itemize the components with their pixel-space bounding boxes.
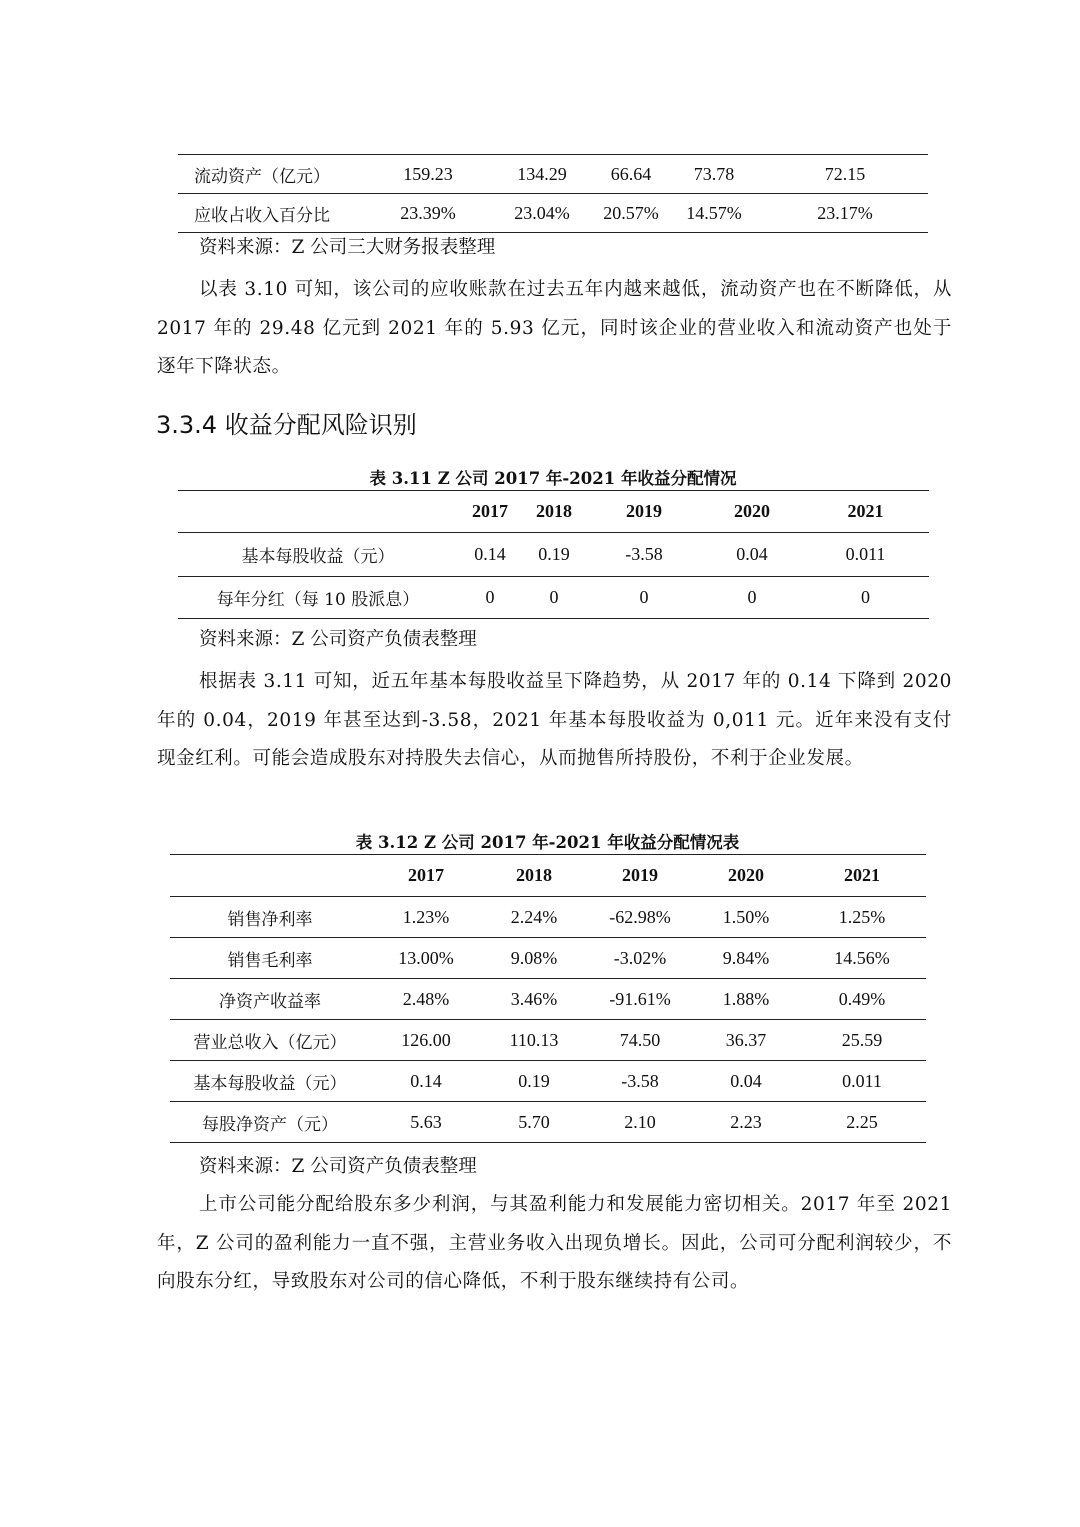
body-paragraph: 上市公司能分配给股东多少利润，与其盈利能力和发展能力密切相关。2017 年至 2021 年，Z 公司的盈利能力一直不强，主营业务收入出现负增长。因此，公司可分配利润较少，不向股东分红，导致股东对公司的信心降低，不利于股东继续持有公司。 — [157, 1194, 952, 1292]
table-header-row: 2017 2018 2019 2020 2021 — [170, 855, 926, 897]
table-source-note: 资料来源：Z 公司资产负债表整理 — [199, 1156, 477, 1177]
table-row: 净资产收益率 2.48% 3.46% -91.61% 1.88% 0.49% — [170, 979, 926, 1020]
table-top — [178, 154, 928, 233]
table-row: 每股净资产（元） 5.63 5.70 2.10 2.23 2.25 — [170, 1102, 926, 1143]
table-3-11 — [178, 490, 929, 619]
table-row: 应收占收入百分比 23.39% 23.04% 20.57% 14.57% 23.17% — [178, 194, 928, 233]
table-caption: 表 3.11 Z 公司 2017 年-2021 年收益分配情况 — [369, 469, 737, 488]
body-paragraph: 以表 3.10 可知，该公司的应收账款在过去五年内越来越低，流动资产也在不断降低，从 2017 年的 29.48 亿元到 2021 年的 5.93 亿元，同时该企业的营业收入和流动资产也处于逐年下降状态。 — [157, 279, 952, 377]
table-caption: 表 3.12 Z 公司 2017 年-2021 年收益分配情况表 — [355, 833, 740, 852]
section-heading: 3.3.4 收益分配风险识别 — [156, 411, 417, 439]
table-row: 销售毛利率 13.00% 9.08% -3.02% 9.84% 14.56% — [170, 938, 926, 979]
table-row: 营业总收入（亿元） 126.00 110.13 74.50 36.37 25.59 — [170, 1020, 926, 1061]
table-row: 销售净利率 1.23% 2.24% -62.98% 1.50% 1.25% — [170, 897, 926, 938]
table-header-row: 2017 2018 2019 2020 2021 — [178, 491, 929, 533]
body-paragraph: 根据表 3.11 可知，近五年基本每股收益呈下降趋势，从 2017 年的 0.14 下降到 2020 年的 0.04，2019 年甚至达到-3.58，2021 年基本每股收益为 0,011 元。近年来没有支付现金红利。可能会造成股东对持股失去信心，从而抛售所持股份，不利于企业发展。 — [157, 671, 952, 769]
table-row: 基本每股收益（元） 0.14 0.19 -3.58 0.04 0.011 — [178, 533, 929, 577]
table-3-12 — [170, 854, 926, 1143]
table-row: 流动资产（亿元） 159.23 134.29 66.64 73.78 72.15 — [178, 155, 928, 194]
table-source-note: 资料来源：Z 公司资产负债表整理 — [199, 629, 477, 650]
table-row: 基本每股收益（元） 0.14 0.19 -3.58 0.04 0.011 — [170, 1061, 926, 1102]
table-source-note: 资料来源：Z 公司三大财务报表整理 — [199, 237, 496, 258]
table-row: 每年分红（每 10 股派息） 0 0 0 0 0 — [178, 577, 929, 619]
